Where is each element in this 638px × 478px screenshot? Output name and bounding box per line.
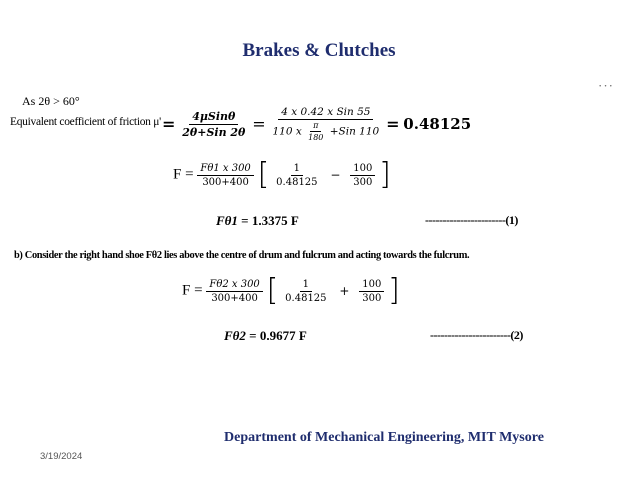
eq-lhs: F =	[182, 282, 203, 299]
fraction-denominator	[269, 120, 382, 142]
fraction-denominator: 300	[362, 292, 382, 304]
result-two	[224, 328, 307, 344]
condition-text: As 2θ > 60°	[22, 94, 80, 108]
open-bracket: [	[266, 273, 279, 308]
equivalent-friction-label: Equivalent coefficient of friction μ'	[10, 116, 161, 128]
more-dots: ···	[598, 78, 614, 93]
result-lhs: Fθ1	[216, 213, 238, 228]
fraction-denominator: 0.48125	[276, 176, 318, 188]
fraction-numerator: 4 x 0.42 x Sin 55	[278, 106, 373, 120]
footer-department: Department of Mechanical Engineering, MIT Mysore	[224, 430, 544, 445]
fraction-numerator: 100	[359, 279, 384, 292]
equals-sign: =	[162, 114, 176, 134]
fraction-numerator: Fθ2 x 300	[206, 279, 262, 292]
den-suffix: +Sin 110	[329, 125, 380, 138]
fraction-numerator: 100	[350, 163, 375, 176]
equation-two	[182, 273, 400, 308]
open-bracket: [	[257, 157, 270, 192]
friction-fraction-numeric	[269, 106, 382, 142]
equation-one	[173, 157, 391, 192]
close-bracket: ]	[379, 157, 391, 192]
equals-sign: =	[252, 114, 266, 134]
slide-title: Brakes & Clutches	[242, 40, 396, 61]
consider-text: b) Consider the right hand shoe Fθ2 lies above the centre of drum and fulcrum and acting towards the fulcrum.	[14, 250, 470, 261]
pi-over-180	[305, 121, 326, 142]
inner-fraction-one	[273, 163, 320, 188]
den-prefix: 110 x	[272, 125, 302, 138]
result-one	[216, 213, 299, 229]
inner-fraction-two	[350, 163, 375, 188]
fraction-denominator: 300+400	[211, 292, 258, 304]
eq-fraction	[197, 163, 253, 188]
fraction-denominator: 300+400	[202, 176, 249, 188]
pi-symbol: π	[310, 121, 321, 132]
fraction-numerator: Fθ1 x 300	[197, 163, 253, 176]
result-rhs: = 0.9677 F	[249, 328, 307, 343]
fraction-numerator: 1	[291, 163, 303, 176]
den-180: 180	[308, 133, 324, 142]
result-rhs: = 1.3375 F	[241, 213, 299, 228]
equivalent-friction-formula	[162, 106, 471, 142]
fraction-numerator: 1	[300, 279, 312, 292]
operator: −	[330, 168, 341, 182]
operator: +	[339, 284, 350, 298]
close-bracket: ]	[388, 273, 400, 308]
slide-date: 3/19/2024	[40, 451, 83, 462]
equation-number-one: -----------------------(1)	[425, 213, 518, 227]
eq-lhs: F =	[173, 166, 194, 183]
result-lhs: Fθ2	[224, 328, 246, 343]
equals-sign: =	[386, 114, 400, 134]
fraction-denominator: 2θ+Sin 2θ	[182, 125, 246, 139]
fraction-numerator: 4μSinθ	[189, 110, 238, 125]
friction-fraction-symbolic	[179, 110, 248, 139]
fraction-denominator: 0.48125	[285, 292, 327, 304]
eq-fraction	[206, 279, 262, 304]
equation-number-two: -----------------------(2)	[430, 328, 523, 342]
inner-fraction-one	[282, 279, 329, 304]
fraction-denominator: 300	[353, 176, 373, 188]
inner-fraction-two	[359, 279, 384, 304]
friction-result: 0.48125	[403, 115, 472, 133]
